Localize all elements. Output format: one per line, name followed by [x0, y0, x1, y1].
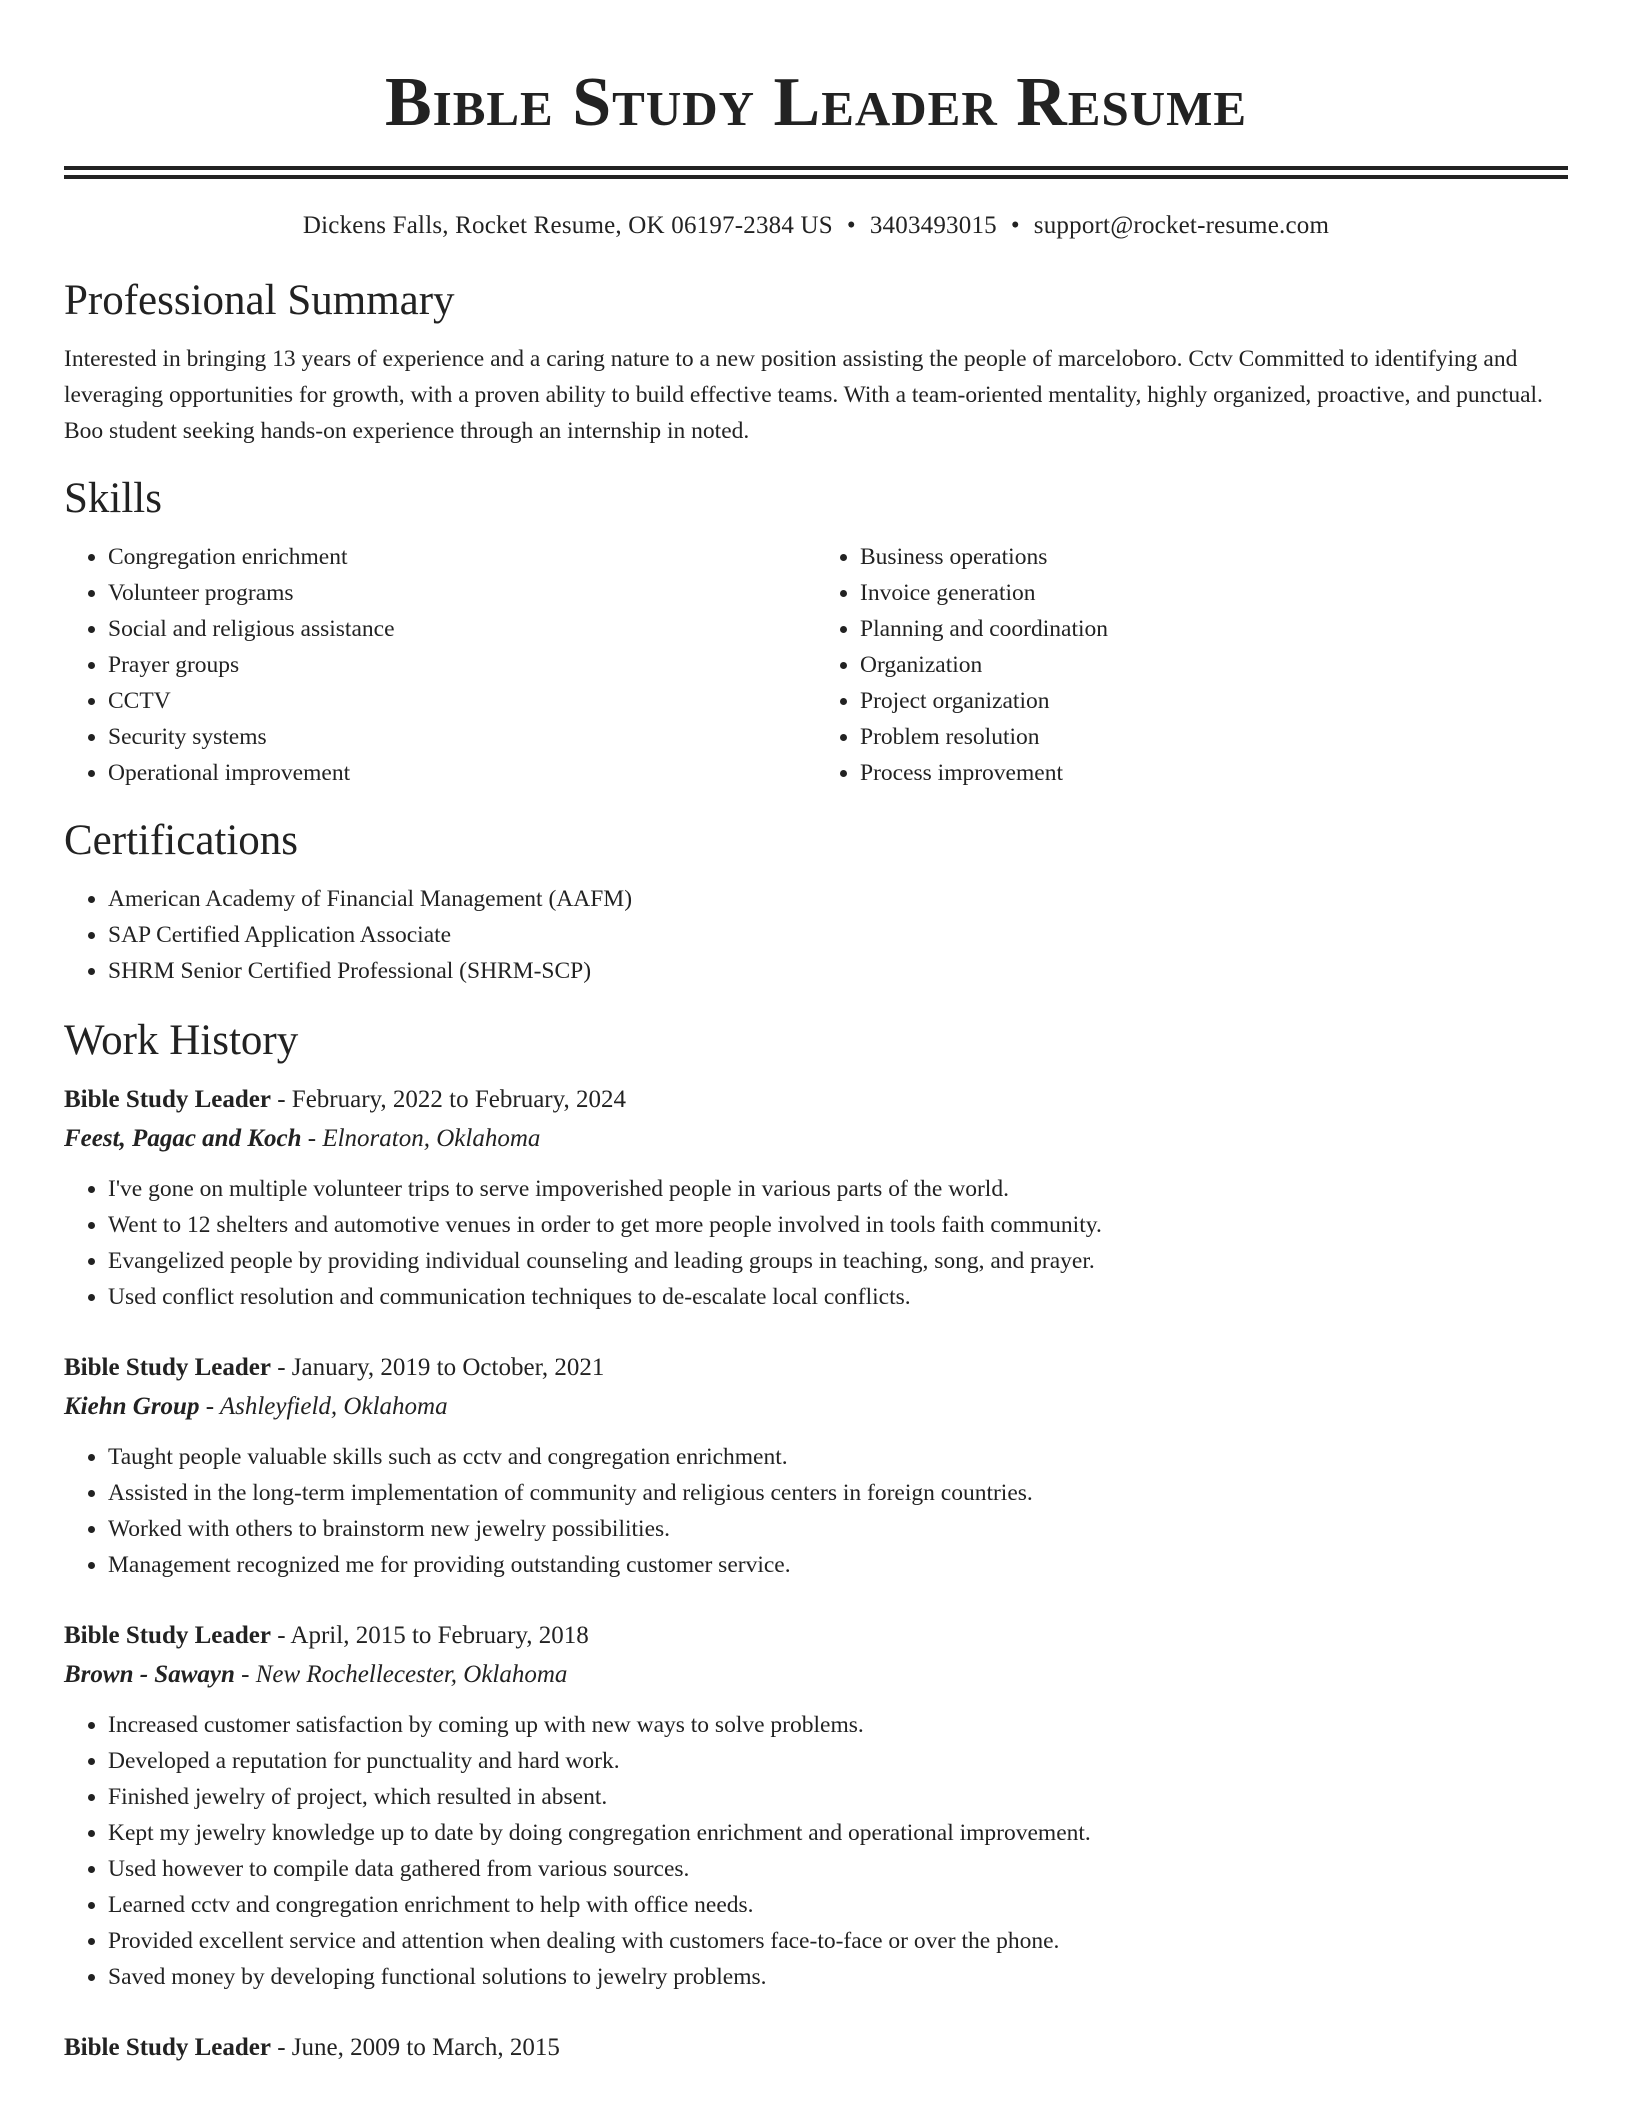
title-divider-bottom [64, 175, 1568, 179]
title-divider-top [64, 166, 1568, 170]
job-entry [64, 2029, 1568, 2067]
skill-item: • Project organization [860, 683, 1568, 719]
certification-item: • SAP Certified Application Associate [108, 917, 1568, 953]
skills-heading: Skills [64, 475, 162, 522]
job-bullet: • Went to 12 shelters and automotive venues in order to get more people involved in tools faith community. [108, 1207, 1568, 1243]
job-company: Brown - Sawayn [64, 1661, 235, 1688]
skills-columns [64, 539, 1568, 791]
skill-item: • Social and religious assistance [108, 611, 816, 647]
certifications-list [64, 881, 1568, 989]
skill-item: • Process improvement [860, 755, 1568, 791]
job-bullet: • Provided excellent service and attention when dealing with customers face-to-face or over the phone. [108, 1923, 1568, 1959]
skill-item: • Organization [860, 647, 1568, 683]
resume-page [64, 0, 1568, 2067]
contact-phone: 3403493015 [869, 212, 997, 239]
job-location: - Elnoraton, Oklahoma [301, 1125, 541, 1152]
job-bullet: • Developed a reputation for punctuality and hard work. [108, 1743, 1568, 1779]
job-location: - Ashleyfield, Oklahoma [199, 1393, 448, 1420]
job-title: Bible Study Leader [64, 1086, 271, 1113]
job-bullets [64, 1171, 1568, 1315]
certifications-heading: Certifications [64, 817, 299, 864]
job-entry [64, 1081, 1568, 1315]
job-title: Bible Study Leader [64, 1622, 271, 1649]
job-dates: - April, 2015 to February, 2018 [270, 1622, 589, 1649]
job-dates: - February, 2022 to February, 2024 [270, 1086, 627, 1113]
skill-item: • Security systems [108, 719, 816, 755]
skill-item: • Invoice generation [860, 575, 1568, 611]
skill-item: • Planning and coordination [860, 611, 1568, 647]
summary-heading: Professional Summary [64, 277, 455, 324]
job-bullet: • Saved money by developing functional solutions to jewelry problems. [108, 1959, 1568, 1995]
job-bullet: • Taught people valuable skills such as cctv and congregation enrichment. [108, 1439, 1568, 1475]
skill-item: • Operational improvement [108, 755, 816, 791]
job-bullet: • Management recognized me for providing outstanding customer service. [108, 1547, 1568, 1583]
job-bullet: • Increased customer satisfaction by coming up with new ways to solve problems. [108, 1707, 1568, 1743]
contact-email: support@rocket-resume.com [1033, 212, 1330, 239]
job-entry [64, 1617, 1568, 1995]
job-company-line [64, 1387, 1568, 1427]
job-bullet: • I've gone on multiple volunteer trips to serve impoverished people in various parts of the world. [108, 1171, 1568, 1207]
job-title-line [64, 1349, 1568, 1387]
job-title-line [64, 2029, 1568, 2067]
job-bullet: • Assisted in the long-term implementation of community and religious centers in foreign countries. [108, 1475, 1568, 1511]
job-company-line [64, 1655, 1568, 1695]
job-title-line [64, 1617, 1568, 1655]
job-bullet: • Used however to compile data gathered from various sources. [108, 1851, 1568, 1887]
job-entry [64, 1349, 1568, 1583]
resume-title: Bible Study Leader Resume [384, 64, 1248, 141]
job-bullets [64, 1707, 1568, 1995]
skill-item: • Problem resolution [860, 719, 1568, 755]
job-company: Feest, Pagac and Koch [64, 1125, 302, 1152]
job-title: Bible Study Leader [64, 2034, 271, 2061]
skill-item: • Congregation enrichment [108, 539, 816, 575]
certification-item: • American Academy of Financial Management (AAFM) [108, 881, 1568, 917]
job-dates: - January, 2019 to October, 2021 [270, 1354, 605, 1381]
skills-list-right [816, 539, 1568, 791]
skill-item: • Prayer groups [108, 647, 816, 683]
job-bullet: • Learned cctv and congregation enrichment to help with office needs. [108, 1887, 1568, 1923]
contact-address: Dickens Falls, Rocket Resume, OK 06197-2384 US [302, 212, 833, 239]
job-company-line [64, 1119, 1568, 1159]
skills-list-left [64, 539, 816, 791]
skill-item: • CCTV [108, 683, 816, 719]
skill-item: • Business operations [860, 539, 1568, 575]
job-bullet: • Finished jewelry of project, which resulted in absent. [108, 1779, 1568, 1815]
job-title: Bible Study Leader [64, 1354, 271, 1381]
summary-text: Interested in bringing 13 years of experience and a caring nature to a new position assisting the people of marceloboro. Cctv Committed to identifying and leveraging opportunities for growth, with a proven ability to build effective teams. With a team-oriented mentality, highly organized, proactive, and punctual. Boo student seeking hands-on experience through an internship in noted. [64, 346, 1543, 444]
skill-item: • Volunteer programs [108, 575, 816, 611]
certification-item: • SHRM Senior Certified Professional (SHRM-SCP) [108, 953, 1568, 989]
job-bullets [64, 1439, 1568, 1583]
job-dates: - June, 2009 to March, 2015 [270, 2034, 560, 2061]
contact-separator: • [1010, 212, 1020, 239]
job-company: Kiehn Group [64, 1393, 200, 1420]
job-bullet: • Worked with others to brainstorm new jewelry possibilities. [108, 1511, 1568, 1547]
job-bullet: • Evangelized people by providing individual counseling and leading groups in teaching, song, and prayer. [108, 1243, 1568, 1279]
contact-line [64, 209, 1568, 243]
job-title-line [64, 1081, 1568, 1119]
job-bullet: • Used conflict resolution and communication techniques to de-escalate local conflicts. [108, 1279, 1568, 1315]
job-bullet: • Kept my jewelry knowledge up to date by doing congregation enrichment and operational improvement. [108, 1815, 1568, 1851]
job-location: - New Rochellecester, Oklahoma [234, 1661, 568, 1688]
contact-separator: • [846, 212, 856, 239]
work-history-heading: Work History [64, 1017, 299, 1064]
